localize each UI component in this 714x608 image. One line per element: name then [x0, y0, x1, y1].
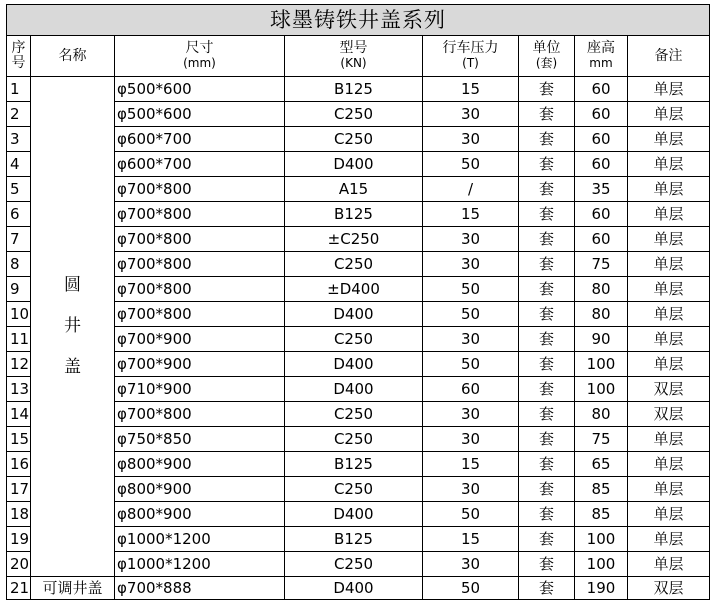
cell-note: 单层	[628, 152, 710, 177]
header-load: 行车压力 (T)	[423, 36, 519, 77]
cell-note: 单层	[628, 227, 710, 252]
cell-size: φ700*800	[115, 227, 285, 252]
product-table	[6, 4, 710, 600]
header-index: 序 号	[7, 36, 31, 77]
cell-note: 单层	[628, 252, 710, 277]
cell-index: 7	[7, 227, 31, 252]
cell-index: 11	[7, 327, 31, 352]
cell-model: D400	[285, 352, 423, 377]
cell-size: φ800*900	[115, 477, 285, 502]
group-name-cell	[31, 77, 115, 577]
cell-unit: 套	[519, 127, 575, 152]
cell-index: 8	[7, 252, 31, 277]
cell-index: 5	[7, 177, 31, 202]
cell-model: D400	[285, 152, 423, 177]
cell-load: 30	[423, 477, 519, 502]
cell-load: 30	[423, 402, 519, 427]
cell-load: 15	[423, 77, 519, 102]
cell-note: 单层	[628, 177, 710, 202]
cell-load: 15	[423, 452, 519, 477]
cell-index: 10	[7, 302, 31, 327]
cell-unit: 套	[519, 152, 575, 177]
cell-note: 单层	[628, 77, 710, 102]
cell-index: 13	[7, 377, 31, 402]
cell-unit: 套	[519, 302, 575, 327]
cell-unit: 套	[519, 352, 575, 377]
cell-note: 单层	[628, 527, 710, 552]
cell-load: 30	[423, 552, 519, 577]
cell-load: 50	[423, 302, 519, 327]
cell-note: 单层	[628, 427, 710, 452]
cell-model: ±D400	[285, 277, 423, 302]
cell-size: φ500*600	[115, 102, 285, 127]
cell-index: 17	[7, 477, 31, 502]
cell-unit: 套	[519, 77, 575, 102]
cell-load: 50	[423, 152, 519, 177]
cell-load: 60	[423, 377, 519, 402]
cell-note: 单层	[628, 352, 710, 377]
cell-height: 35	[575, 177, 628, 202]
cell-unit: 套	[519, 102, 575, 127]
cell-unit: 套	[519, 552, 575, 577]
cell-index: 9	[7, 277, 31, 302]
cell-model: ±C250	[285, 227, 423, 252]
cell-index: 4	[7, 152, 31, 177]
cell-size: φ1000*1200	[115, 552, 285, 577]
table-row-adjustable	[7, 577, 710, 600]
cell-note: 单层	[628, 127, 710, 152]
cell-model: C250	[285, 477, 423, 502]
cell-load: 50	[423, 577, 519, 600]
header-note: 备注	[628, 36, 710, 77]
cell-load: 30	[423, 252, 519, 277]
cell-size: φ700*800	[115, 177, 285, 202]
cell-index: 2	[7, 102, 31, 127]
cell-load: 30	[423, 127, 519, 152]
cell-size: φ500*600	[115, 77, 285, 102]
cell-load: 15	[423, 527, 519, 552]
cell-unit: 套	[519, 477, 575, 502]
cell-size: φ700*800	[115, 277, 285, 302]
cell-size: φ700*900	[115, 327, 285, 352]
cell-unit: 套	[519, 452, 575, 477]
cell-size: φ800*900	[115, 502, 285, 527]
cell-index: 19	[7, 527, 31, 552]
cell-note: 单层	[628, 327, 710, 352]
cell-size: φ700*900	[115, 352, 285, 377]
cell-index: 20	[7, 552, 31, 577]
cell-index: 21	[7, 577, 31, 600]
cell-load: 50	[423, 277, 519, 302]
cell-load: 30	[423, 102, 519, 127]
cell-index: 12	[7, 352, 31, 377]
cell-unit: 套	[519, 502, 575, 527]
cell-model: B125	[285, 202, 423, 227]
cell-load: 15	[423, 202, 519, 227]
cell-index: 16	[7, 452, 31, 477]
cell-height: 60	[575, 152, 628, 177]
cell-unit: 套	[519, 577, 575, 600]
cell-size: φ1000*1200	[115, 527, 285, 552]
header-size: 尺寸 (mm)	[115, 36, 285, 77]
cell-name: 可调井盖	[31, 577, 115, 600]
cell-size: φ700*888	[115, 577, 285, 600]
header-model: 型号 (KN)	[285, 36, 423, 77]
cell-height: 80	[575, 402, 628, 427]
cell-size: φ710*900	[115, 377, 285, 402]
cell-model: C250	[285, 427, 423, 452]
table-row	[7, 77, 710, 102]
cell-model: C250	[285, 252, 423, 277]
cell-index: 15	[7, 427, 31, 452]
cell-load: 50	[423, 502, 519, 527]
cell-size: φ700*800	[115, 402, 285, 427]
cell-index: 6	[7, 202, 31, 227]
cell-note: 双层	[628, 577, 710, 600]
cell-note: 单层	[628, 502, 710, 527]
cell-note: 单层	[628, 302, 710, 327]
cell-note: 双层	[628, 377, 710, 402]
table-title: 球墨铸铁井盖系列	[7, 5, 710, 36]
cell-height: 75	[575, 252, 628, 277]
group-name-char: 盖	[64, 356, 81, 377]
cell-unit: 套	[519, 527, 575, 552]
cell-load: 30	[423, 327, 519, 352]
cell-note: 单层	[628, 277, 710, 302]
cell-note: 单层	[628, 102, 710, 127]
cell-unit: 套	[519, 277, 575, 302]
cell-height: 75	[575, 427, 628, 452]
cell-height: 80	[575, 277, 628, 302]
cell-height: 100	[575, 377, 628, 402]
cell-load: /	[423, 177, 519, 202]
cell-load: 50	[423, 352, 519, 377]
cell-height: 60	[575, 102, 628, 127]
cell-size: φ600*700	[115, 127, 285, 152]
cell-note: 单层	[628, 202, 710, 227]
cell-size: φ700*800	[115, 202, 285, 227]
cell-index: 18	[7, 502, 31, 527]
cell-note: 单层	[628, 477, 710, 502]
cell-note: 双层	[628, 402, 710, 427]
cell-unit: 套	[519, 202, 575, 227]
header-row	[7, 36, 710, 77]
cell-load: 30	[423, 227, 519, 252]
cell-size: φ750*850	[115, 427, 285, 452]
cell-model: B125	[285, 452, 423, 477]
cell-height: 60	[575, 77, 628, 102]
cell-unit: 套	[519, 402, 575, 427]
cell-note: 单层	[628, 452, 710, 477]
cell-model: D400	[285, 577, 423, 600]
cell-size: φ700*800	[115, 302, 285, 327]
cell-size: φ600*700	[115, 152, 285, 177]
cell-unit: 套	[519, 327, 575, 352]
cell-model: B125	[285, 527, 423, 552]
cell-height: 60	[575, 202, 628, 227]
cell-size: φ800*900	[115, 452, 285, 477]
cell-model: D400	[285, 502, 423, 527]
cell-index: 1	[7, 77, 31, 102]
cell-height: 190	[575, 577, 628, 600]
cell-index: 3	[7, 127, 31, 152]
group-name-char: 圆	[64, 275, 81, 296]
cell-height: 65	[575, 452, 628, 477]
cell-size: φ700*800	[115, 252, 285, 277]
cell-model: C250	[285, 127, 423, 152]
cell-model: C250	[285, 327, 423, 352]
cell-unit: 套	[519, 227, 575, 252]
cell-height: 80	[575, 302, 628, 327]
cell-unit: 套	[519, 427, 575, 452]
cell-height: 100	[575, 527, 628, 552]
cell-height: 60	[575, 227, 628, 252]
cell-model: B125	[285, 77, 423, 102]
cell-unit: 套	[519, 252, 575, 277]
cell-height: 100	[575, 352, 628, 377]
cell-model: A15	[285, 177, 423, 202]
cell-model: C250	[285, 102, 423, 127]
cell-unit: 套	[519, 377, 575, 402]
cell-load: 30	[423, 427, 519, 452]
cell-model: D400	[285, 377, 423, 402]
cell-height: 90	[575, 327, 628, 352]
cell-unit: 套	[519, 177, 575, 202]
group-name-char: 井	[64, 316, 81, 337]
header-name: 名称	[31, 36, 115, 77]
cell-height: 85	[575, 502, 628, 527]
header-height: 座高 mm	[575, 36, 628, 77]
cell-model: C250	[285, 552, 423, 577]
cell-model: D400	[285, 302, 423, 327]
cell-height: 85	[575, 477, 628, 502]
cell-model: C250	[285, 402, 423, 427]
cell-index: 14	[7, 402, 31, 427]
cell-note: 单层	[628, 552, 710, 577]
header-unit: 单位 (套)	[519, 36, 575, 77]
cell-height: 60	[575, 127, 628, 152]
cell-height: 100	[575, 552, 628, 577]
